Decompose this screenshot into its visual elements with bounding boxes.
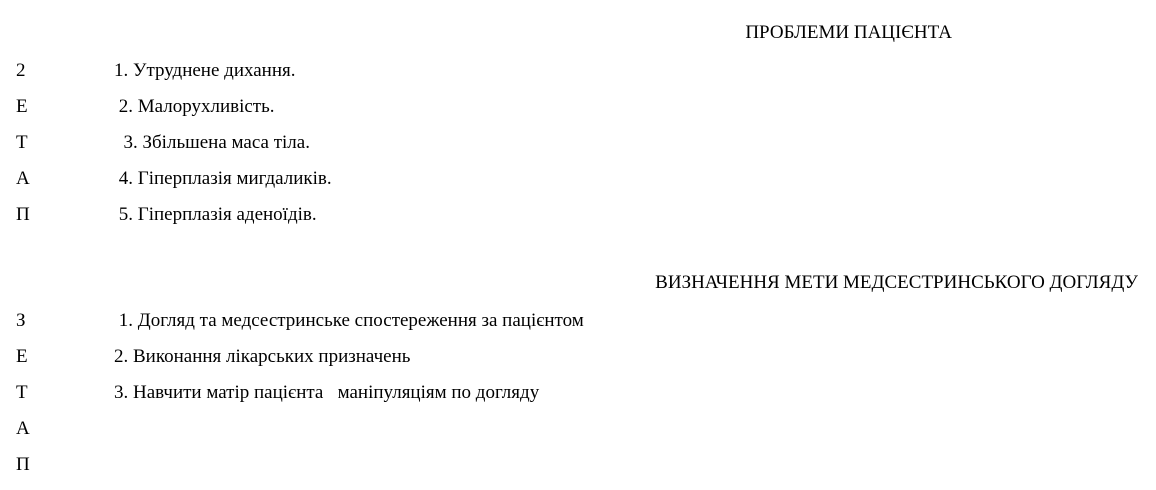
list-row [0, 303, 1156, 339]
stage-marker: Т [16, 381, 28, 403]
list-item: 3. Навчити матір пацієнта маніпуляціям по догляду [114, 381, 540, 403]
stage-marker: З [16, 309, 26, 331]
list-row [0, 53, 1156, 89]
list-item: 3. Збільшена маса тіла. [114, 131, 310, 153]
list-item: 4. Гіперплазія мигдаликів. [114, 167, 332, 189]
section-patient-problems [0, 22, 1156, 233]
list-item: 2. Виконання лікарських призначень [114, 345, 411, 367]
section-care-goals [0, 272, 1156, 483]
list-row [0, 89, 1156, 125]
list-row [0, 339, 1156, 375]
list-item: 2. Малорухливість. [114, 95, 275, 117]
stage-marker: А [16, 167, 30, 189]
stage-marker: Е [16, 95, 28, 117]
section-heading-patient-problems: ПРОБЛЕМИ ПАЦІЄНТА [745, 22, 952, 43]
stage-marker: 2 [16, 59, 26, 81]
section-heading-care-goals: ВИЗНАЧЕННЯ МЕТИ МЕДСЕСТРИНСЬКОГО ДОГЛЯДУ [655, 272, 1138, 293]
list-row [0, 447, 1156, 483]
stage-marker: П [16, 203, 30, 225]
list-item: 5. Гіперплазія аденоїдів. [114, 203, 317, 225]
list-row [0, 411, 1156, 447]
list-row [0, 197, 1156, 233]
list-item: 1. Догляд та медсестринське спостереження за пацієнтом [114, 309, 584, 331]
section-rows-care-goals [0, 303, 1156, 483]
list-row [0, 125, 1156, 161]
stage-marker: Т [16, 131, 28, 153]
stage-marker: А [16, 417, 30, 439]
list-item: 1. Утруднене дихання. [114, 59, 296, 81]
stage-marker: П [16, 453, 30, 475]
list-row [0, 161, 1156, 197]
section-rows-patient-problems [0, 53, 1156, 233]
list-row [0, 375, 1156, 411]
stage-marker: Е [16, 345, 28, 367]
